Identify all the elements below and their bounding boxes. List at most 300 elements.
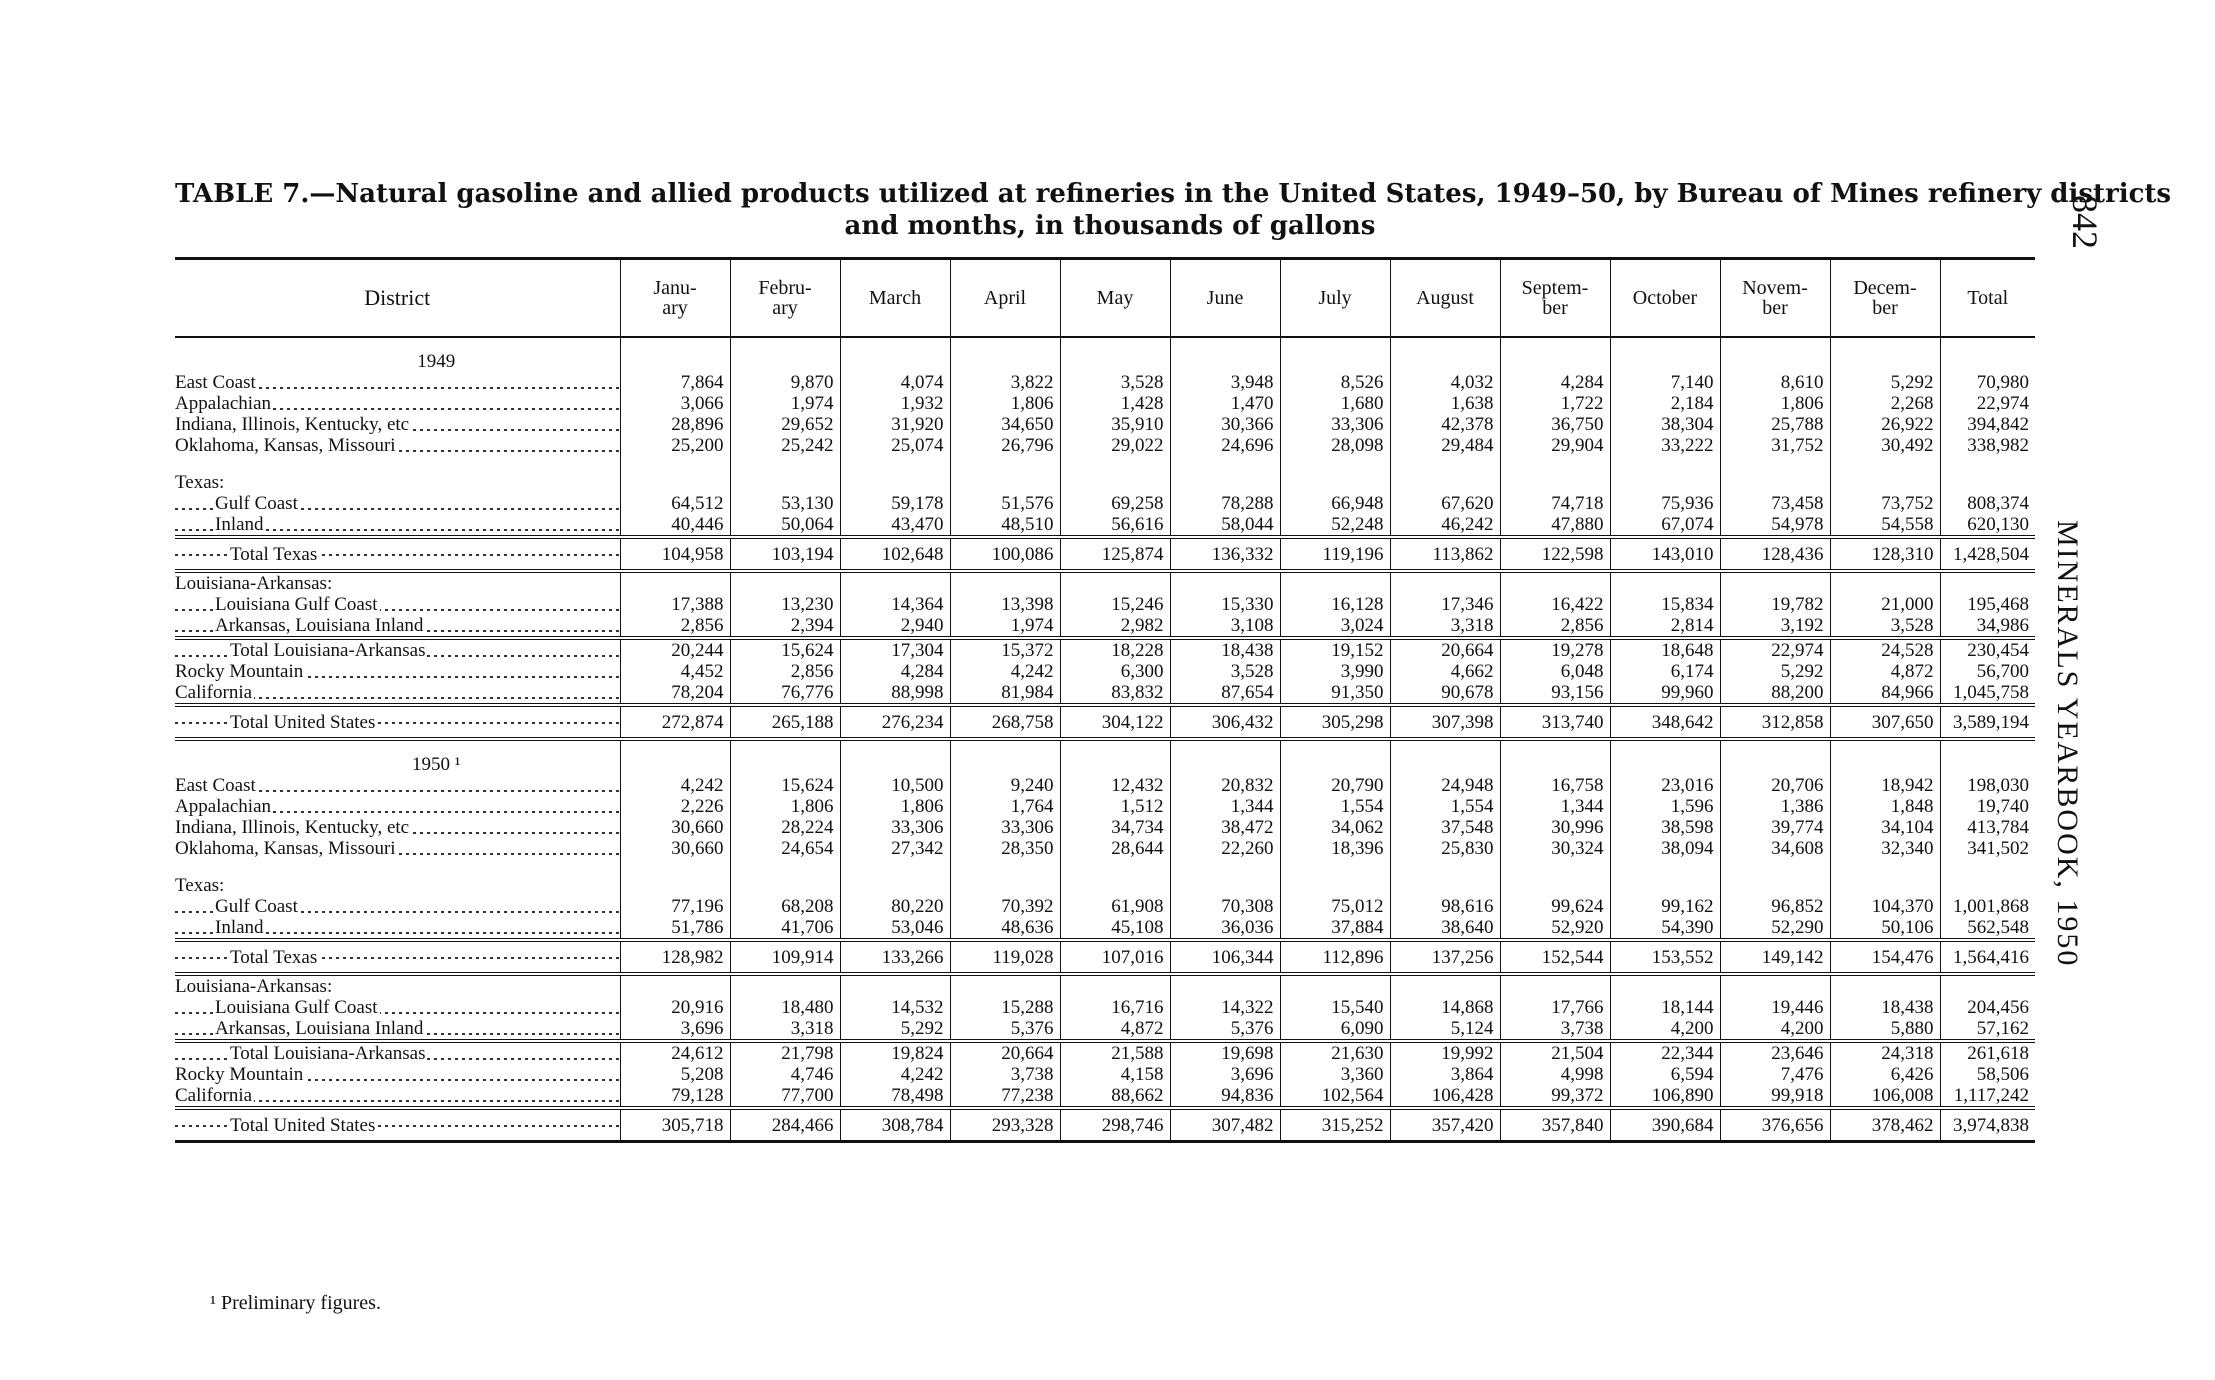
table-cell: 29,904 bbox=[1500, 435, 1610, 456]
table-cell: 31,920 bbox=[840, 414, 950, 435]
table-cell: 5,208 bbox=[620, 1064, 730, 1085]
table-cell: 2,940 bbox=[840, 615, 950, 638]
table-cell: 5,124 bbox=[1390, 1018, 1500, 1041]
table-cell: 390,684 bbox=[1610, 1108, 1720, 1142]
table-cell bbox=[1830, 875, 1940, 896]
row-label bbox=[175, 615, 620, 638]
table-cell: 5,292 bbox=[840, 1018, 950, 1041]
table-cell: 58,044 bbox=[1170, 514, 1280, 537]
table-cell bbox=[1280, 337, 1390, 372]
table-cell: 15,624 bbox=[730, 638, 840, 661]
table-cell: 77,196 bbox=[620, 896, 730, 917]
data-table bbox=[175, 257, 2035, 1143]
table-cell bbox=[1390, 739, 1500, 775]
table-cell: 5,292 bbox=[1720, 661, 1830, 682]
table-cell: 20,664 bbox=[950, 1041, 1060, 1064]
table-cell: 312,858 bbox=[1720, 705, 1830, 739]
table-cell: 1,386 bbox=[1720, 796, 1830, 817]
table-cell: 102,564 bbox=[1280, 1085, 1390, 1108]
row-label bbox=[175, 796, 620, 817]
row-label bbox=[175, 435, 620, 456]
table-cell: 1,596 bbox=[1610, 796, 1720, 817]
table-cell: 128,436 bbox=[1720, 537, 1830, 571]
table-cell: 7,140 bbox=[1610, 372, 1720, 393]
table-cell: 67,074 bbox=[1610, 514, 1720, 537]
column-header: May bbox=[1060, 259, 1170, 338]
table-cell: 3,974,838 bbox=[1940, 1108, 2035, 1142]
table-cell bbox=[1170, 472, 1280, 493]
table-cell: 42,378 bbox=[1390, 414, 1500, 435]
table-cell: 18,144 bbox=[1610, 997, 1720, 1018]
table-cell: 38,640 bbox=[1390, 917, 1500, 940]
table-row bbox=[175, 393, 2035, 414]
row-label bbox=[175, 337, 620, 372]
table-cell: 5,880 bbox=[1830, 1018, 1940, 1041]
table-cell: 18,396 bbox=[1280, 838, 1390, 859]
table-cell: 48,636 bbox=[950, 917, 1060, 940]
table-cell: 152,544 bbox=[1500, 940, 1610, 974]
table-cell bbox=[730, 859, 840, 875]
table-cell: 34,986 bbox=[1940, 615, 2035, 638]
row-label bbox=[175, 739, 620, 775]
table-cell bbox=[1280, 974, 1390, 997]
table-cell bbox=[1830, 571, 1940, 594]
table-cell bbox=[840, 456, 950, 472]
table-cell bbox=[1500, 456, 1610, 472]
row-label-text: East Coast bbox=[175, 372, 256, 393]
row-label-text: Total Louisiana-Arkansas bbox=[230, 640, 426, 661]
table-cell: 84,966 bbox=[1830, 682, 1940, 705]
table-cell: 2,982 bbox=[1060, 615, 1170, 638]
table-cell: 51,786 bbox=[620, 917, 730, 940]
table-cell: 20,790 bbox=[1280, 775, 1390, 796]
year-row bbox=[175, 337, 2035, 372]
table-cell: 78,498 bbox=[840, 1085, 950, 1108]
table-cell: 1,554 bbox=[1390, 796, 1500, 817]
table-cell: 3,528 bbox=[1060, 372, 1170, 393]
table-row bbox=[175, 414, 2035, 435]
table-cell: 2,856 bbox=[620, 615, 730, 638]
table-cell: 2,226 bbox=[620, 796, 730, 817]
group-header-row bbox=[175, 472, 2035, 493]
table-cell: 99,372 bbox=[1500, 1085, 1610, 1108]
table-cell: 3,864 bbox=[1390, 1064, 1500, 1085]
table-cell: 357,420 bbox=[1390, 1108, 1500, 1142]
row-label-text: Oklahoma, Kansas, Missouri bbox=[175, 435, 396, 456]
group-header-row bbox=[175, 571, 2035, 594]
row-label bbox=[175, 775, 620, 796]
table-cell: 21,588 bbox=[1060, 1041, 1170, 1064]
table-cell: 2,268 bbox=[1830, 393, 1940, 414]
table-cell: 1,974 bbox=[950, 615, 1060, 638]
table-title-line-2: and months, in thousands of gallons bbox=[844, 211, 1376, 241]
table-body bbox=[175, 337, 2035, 1142]
table-cell: 99,960 bbox=[1610, 682, 1720, 705]
table-cell bbox=[1940, 472, 2035, 493]
table-cell: 18,942 bbox=[1830, 775, 1940, 796]
table-cell: 305,718 bbox=[620, 1108, 730, 1142]
table-cell: 1,806 bbox=[730, 796, 840, 817]
table-cell bbox=[1170, 739, 1280, 775]
row-label-text: California bbox=[175, 682, 253, 703]
table-cell bbox=[1720, 472, 1830, 493]
table-cell: 15,834 bbox=[1610, 594, 1720, 615]
table-cell: 1,001,868 bbox=[1940, 896, 2035, 917]
table-cell bbox=[950, 875, 1060, 896]
spacer-row bbox=[175, 859, 2035, 875]
table-cell bbox=[620, 739, 730, 775]
table-cell: 119,196 bbox=[1280, 537, 1390, 571]
table-cell: 70,392 bbox=[950, 896, 1060, 917]
table-cell: 4,746 bbox=[730, 1064, 840, 1085]
table-cell: 22,260 bbox=[1170, 838, 1280, 859]
table-cell bbox=[730, 337, 840, 372]
table-cell: 19,698 bbox=[1170, 1041, 1280, 1064]
row-label bbox=[175, 1064, 620, 1085]
table-cell: 32,340 bbox=[1830, 838, 1940, 859]
row-label bbox=[175, 997, 620, 1018]
table-cell: 36,036 bbox=[1170, 917, 1280, 940]
table-cell: 5,292 bbox=[1830, 372, 1940, 393]
table-cell: 9,240 bbox=[950, 775, 1060, 796]
table-cell: 33,306 bbox=[840, 817, 950, 838]
table-cell: 9,870 bbox=[730, 372, 840, 393]
table-cell: 2,856 bbox=[1500, 615, 1610, 638]
table-cell: 293,328 bbox=[950, 1108, 1060, 1142]
row-label-text: Louisiana Gulf Coast bbox=[215, 594, 378, 615]
table-cell: 113,862 bbox=[1390, 537, 1500, 571]
table-cell: 112,896 bbox=[1280, 940, 1390, 974]
row-label bbox=[175, 638, 620, 661]
row-label-text: Total Louisiana-Arkansas bbox=[230, 1043, 426, 1064]
table-cell: 2,394 bbox=[730, 615, 840, 638]
table-cell: 38,094 bbox=[1610, 838, 1720, 859]
table-cell: 133,266 bbox=[840, 940, 950, 974]
column-header: October bbox=[1610, 259, 1720, 338]
table-cell: 15,288 bbox=[950, 997, 1060, 1018]
table-cell: 1,764 bbox=[950, 796, 1060, 817]
column-header: Total bbox=[1940, 259, 2035, 338]
table-cell bbox=[1390, 875, 1500, 896]
table-cell: 5,376 bbox=[1170, 1018, 1280, 1041]
table-cell: 4,242 bbox=[950, 661, 1060, 682]
table-cell: 79,128 bbox=[620, 1085, 730, 1108]
table-cell: 106,008 bbox=[1830, 1085, 1940, 1108]
table-cell: 22,974 bbox=[1940, 393, 2035, 414]
table-cell: 3,696 bbox=[620, 1018, 730, 1041]
table-cell: 46,242 bbox=[1390, 514, 1500, 537]
row-label-text: Appalachian bbox=[175, 796, 272, 817]
table-cell: 15,330 bbox=[1170, 594, 1280, 615]
group-header-row bbox=[175, 974, 2035, 997]
page-number bbox=[2064, 195, 2104, 275]
row-label bbox=[175, 514, 620, 537]
table-cell: 73,752 bbox=[1830, 493, 1940, 514]
table-cell: 1,638 bbox=[1390, 393, 1500, 414]
table-cell bbox=[1500, 739, 1610, 775]
table-cell: 34,734 bbox=[1060, 817, 1170, 838]
table-cell: 50,064 bbox=[730, 514, 840, 537]
table-cell: 26,922 bbox=[1830, 414, 1940, 435]
column-header: Janu- ary bbox=[620, 259, 730, 338]
table-row bbox=[175, 917, 2035, 940]
table-cell bbox=[1500, 571, 1610, 594]
table-cell bbox=[1720, 974, 1830, 997]
row-label bbox=[175, 940, 620, 974]
table-row bbox=[175, 493, 2035, 514]
page-number-text: 842 bbox=[2065, 195, 2105, 249]
table-cell: 198,030 bbox=[1940, 775, 2035, 796]
table-cell: 1,117,242 bbox=[1940, 1085, 2035, 1108]
table-cell: 338,982 bbox=[1940, 435, 2035, 456]
table-cell: 99,162 bbox=[1610, 896, 1720, 917]
table-cell: 3,696 bbox=[1170, 1064, 1280, 1085]
table-cell: 348,642 bbox=[1610, 705, 1720, 739]
table-cell: 6,426 bbox=[1830, 1064, 1940, 1085]
table-cell: 4,242 bbox=[840, 1064, 950, 1085]
table-cell bbox=[1280, 859, 1390, 875]
table-cell bbox=[1610, 859, 1720, 875]
table-cell bbox=[1060, 456, 1170, 472]
table-cell: 28,644 bbox=[1060, 838, 1170, 859]
table-cell: 34,608 bbox=[1720, 838, 1830, 859]
table-cell: 24,654 bbox=[730, 838, 840, 859]
table-cell bbox=[1060, 337, 1170, 372]
table-cell bbox=[1940, 456, 2035, 472]
table-cell: 56,616 bbox=[1060, 514, 1170, 537]
table-cell: 81,984 bbox=[950, 682, 1060, 705]
table-cell: 8,526 bbox=[1280, 372, 1390, 393]
table-cell: 1,932 bbox=[840, 393, 950, 414]
table-cell: 16,422 bbox=[1500, 594, 1610, 615]
table-cell: 25,074 bbox=[840, 435, 950, 456]
column-header: August bbox=[1390, 259, 1500, 338]
table-cell: 128,982 bbox=[620, 940, 730, 974]
row-label-text: Inland bbox=[215, 514, 264, 535]
row-label-text: California bbox=[175, 1085, 253, 1106]
table-cell: 52,920 bbox=[1500, 917, 1610, 940]
table-cell: 88,200 bbox=[1720, 682, 1830, 705]
table-cell: 307,398 bbox=[1390, 705, 1500, 739]
table-cell: 50,106 bbox=[1830, 917, 1940, 940]
table-cell: 64,512 bbox=[620, 493, 730, 514]
table-cell: 75,936 bbox=[1610, 493, 1720, 514]
table-cell: 70,980 bbox=[1940, 372, 2035, 393]
table-cell: 59,178 bbox=[840, 493, 950, 514]
table-cell: 20,916 bbox=[620, 997, 730, 1018]
table-cell bbox=[840, 739, 950, 775]
table-cell: 307,650 bbox=[1830, 705, 1940, 739]
table-cell: 77,700 bbox=[730, 1085, 840, 1108]
table-cell: 77,238 bbox=[950, 1085, 1060, 1108]
table-cell: 315,252 bbox=[1280, 1108, 1390, 1142]
table-cell bbox=[1720, 571, 1830, 594]
table-cell: 306,432 bbox=[1170, 705, 1280, 739]
table-cell: 38,598 bbox=[1610, 817, 1720, 838]
table-row bbox=[175, 372, 2035, 393]
table-cell: 30,660 bbox=[620, 817, 730, 838]
table-cell bbox=[1940, 571, 2035, 594]
table-cell: 6,090 bbox=[1280, 1018, 1390, 1041]
table-cell: 10,500 bbox=[840, 775, 950, 796]
table-cell: 137,256 bbox=[1390, 940, 1500, 974]
total-row bbox=[175, 1041, 2035, 1064]
table-cell: 29,022 bbox=[1060, 435, 1170, 456]
table-cell: 69,258 bbox=[1060, 493, 1170, 514]
table-cell: 91,350 bbox=[1280, 682, 1390, 705]
table-cell: 68,208 bbox=[730, 896, 840, 917]
running-head-text: MINERALS YEARBOOK, 1950 bbox=[2051, 520, 2084, 968]
table-cell: 4,032 bbox=[1390, 372, 1500, 393]
table-cell: 3,738 bbox=[950, 1064, 1060, 1085]
table-cell: 106,428 bbox=[1390, 1085, 1500, 1108]
table-cell bbox=[620, 875, 730, 896]
table-cell bbox=[1060, 974, 1170, 997]
table-cell: 3,738 bbox=[1500, 1018, 1610, 1041]
table-cell: 34,104 bbox=[1830, 817, 1940, 838]
table-cell: 4,284 bbox=[1500, 372, 1610, 393]
table-cell: 15,624 bbox=[730, 775, 840, 796]
table-cell: 313,740 bbox=[1500, 705, 1610, 739]
table-cell bbox=[1500, 974, 1610, 997]
table-cell: 24,696 bbox=[1170, 435, 1280, 456]
table-cell: 272,874 bbox=[620, 705, 730, 739]
table-cell: 620,130 bbox=[1940, 514, 2035, 537]
table-cell: 104,370 bbox=[1830, 896, 1940, 917]
table-cell: 37,548 bbox=[1390, 817, 1500, 838]
table-cell: 30,660 bbox=[620, 838, 730, 859]
row-label-text: Gulf Coast bbox=[215, 493, 298, 514]
table-row bbox=[175, 817, 2035, 838]
table-cell bbox=[840, 974, 950, 997]
row-label bbox=[175, 456, 620, 472]
table-cell: 19,992 bbox=[1390, 1041, 1500, 1064]
table-cell bbox=[620, 472, 730, 493]
row-label-text: Gulf Coast bbox=[215, 896, 298, 917]
table-cell: 1,428 bbox=[1060, 393, 1170, 414]
table-cell: 1,554 bbox=[1280, 796, 1390, 817]
table-row bbox=[175, 1064, 2035, 1085]
column-header: June bbox=[1170, 259, 1280, 338]
table-cell: 1,806 bbox=[1720, 393, 1830, 414]
column-header: Novem- ber bbox=[1720, 259, 1830, 338]
table-cell: 48,510 bbox=[950, 514, 1060, 537]
table-cell: 73,458 bbox=[1720, 493, 1830, 514]
table-cell: 18,438 bbox=[1170, 638, 1280, 661]
table-cell: 28,224 bbox=[730, 817, 840, 838]
table-cell: 80,220 bbox=[840, 896, 950, 917]
table-cell: 33,306 bbox=[950, 817, 1060, 838]
table-cell bbox=[1830, 859, 1940, 875]
table-row bbox=[175, 661, 2035, 682]
row-label bbox=[175, 838, 620, 859]
table-cell: 106,890 bbox=[1610, 1085, 1720, 1108]
table-row bbox=[175, 615, 2035, 638]
row-label bbox=[175, 917, 620, 940]
table-cell: 15,540 bbox=[1280, 997, 1390, 1018]
table-cell: 4,662 bbox=[1390, 661, 1500, 682]
table-cell: 36,750 bbox=[1500, 414, 1610, 435]
table-cell: 119,028 bbox=[950, 940, 1060, 974]
table-cell: 103,194 bbox=[730, 537, 840, 571]
table-cell: 58,506 bbox=[1940, 1064, 2035, 1085]
row-label-text: Oklahoma, Kansas, Missouri bbox=[175, 838, 396, 859]
table-cell: 304,122 bbox=[1060, 705, 1170, 739]
row-label bbox=[175, 393, 620, 414]
table-cell: 40,446 bbox=[620, 514, 730, 537]
table-cell bbox=[840, 875, 950, 896]
table-cell bbox=[1830, 472, 1940, 493]
table-cell: 43,470 bbox=[840, 514, 950, 537]
table-cell bbox=[840, 472, 950, 493]
table-cell: 153,552 bbox=[1610, 940, 1720, 974]
table-cell: 28,350 bbox=[950, 838, 1060, 859]
table-cell bbox=[1940, 859, 2035, 875]
row-label-text: Appalachian bbox=[175, 393, 272, 414]
table-cell: 41,706 bbox=[730, 917, 840, 940]
table-cell: 53,046 bbox=[840, 917, 950, 940]
table-cell: 4,284 bbox=[840, 661, 950, 682]
column-header: Decem- ber bbox=[1830, 259, 1940, 338]
row-label-text: Indiana, Illinois, Kentucky, etc bbox=[175, 817, 410, 838]
table-cell bbox=[1170, 571, 1280, 594]
row-label-text: Total United States bbox=[230, 711, 376, 733]
row-label-text: Inland bbox=[215, 917, 264, 938]
table-cell: 34,062 bbox=[1280, 817, 1390, 838]
table-cell bbox=[620, 337, 730, 372]
table-cell bbox=[1500, 337, 1610, 372]
table-cell: 394,842 bbox=[1940, 414, 2035, 435]
table-cell bbox=[1720, 859, 1830, 875]
table-cell: 6,174 bbox=[1610, 661, 1720, 682]
table-cell: 30,324 bbox=[1500, 838, 1610, 859]
table-cell: 20,706 bbox=[1720, 775, 1830, 796]
table-cell: 94,836 bbox=[1170, 1085, 1280, 1108]
table-cell bbox=[1720, 875, 1830, 896]
table-cell: 102,648 bbox=[840, 537, 950, 571]
column-header-district: District bbox=[175, 259, 620, 338]
table-cell bbox=[950, 472, 1060, 493]
table-cell: 20,832 bbox=[1170, 775, 1280, 796]
table-cell: 308,784 bbox=[840, 1108, 950, 1142]
table-cell: 6,594 bbox=[1610, 1064, 1720, 1085]
table-cell: 99,624 bbox=[1500, 896, 1610, 917]
table-cell bbox=[620, 571, 730, 594]
table-cell: 39,774 bbox=[1720, 817, 1830, 838]
table-cell: 6,048 bbox=[1500, 661, 1610, 682]
row-label-text: Total Texas bbox=[230, 946, 318, 968]
table-cell bbox=[1610, 456, 1720, 472]
table-row bbox=[175, 514, 2035, 537]
table-cell: 3,318 bbox=[730, 1018, 840, 1041]
table-cell: 21,000 bbox=[1830, 594, 1940, 615]
table-cell: 19,782 bbox=[1720, 594, 1830, 615]
table-cell: 1,806 bbox=[950, 393, 1060, 414]
table-cell: 45,108 bbox=[1060, 917, 1170, 940]
row-label-text: Total United States bbox=[230, 1114, 376, 1136]
row-label bbox=[175, 594, 620, 615]
table-cell: 74,718 bbox=[1500, 493, 1610, 514]
table-cell: 67,620 bbox=[1390, 493, 1500, 514]
table-cell bbox=[1390, 472, 1500, 493]
table-cell bbox=[1390, 571, 1500, 594]
column-header: Febru- ary bbox=[730, 259, 840, 338]
table-cell: 3,360 bbox=[1280, 1064, 1390, 1085]
footnote: ¹ Preliminary figures. bbox=[210, 1292, 381, 1314]
table-cell: 22,344 bbox=[1610, 1041, 1720, 1064]
table-cell bbox=[620, 974, 730, 997]
table-cell: 19,152 bbox=[1280, 638, 1390, 661]
